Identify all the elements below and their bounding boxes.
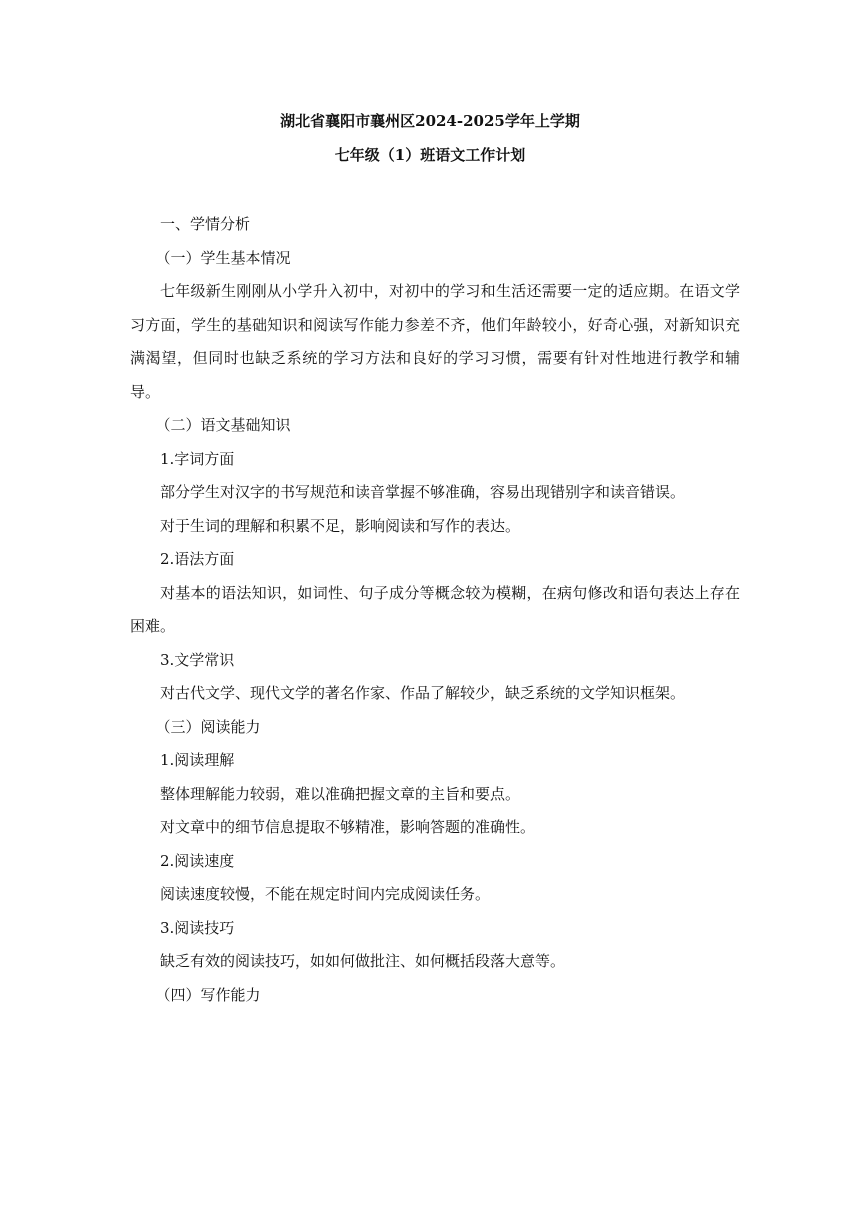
item-heading: 1.字词方面: [160, 449, 235, 468]
document-title: 湖北省襄阳市襄州区2024-2025学年上学期: [280, 112, 580, 130]
paragraph: 对于生词的理解和积累不足，影响阅读和写作的表达。: [160, 516, 521, 535]
paragraph: 缺乏有效的阅读技巧，如如何做批注、如何概括段落大意等。: [160, 952, 566, 970]
paragraph: 七年级新生刚刚从小学升入初中，对初中的学习和生活还需要一定的适应期。在语文学习方面，学生的基础知识和阅读写作能力参差不齐，他们年龄较小，好奇心强，对新知识充满渴望，但同时也缺乏系统的学习方法和良好的学习习惯，需要有针对性地进行教学和辅导。: [130, 282, 740, 401]
subsection-heading: （二）语文基础知识: [155, 416, 291, 434]
document-subtitle: 七年级（1）班语文工作计划: [334, 146, 526, 164]
paragraph: 对基本的语法知识，如词性、句子成分等概念较为模糊，在病句修改和语句表达上存在困难。: [130, 583, 740, 635]
item-heading: 2.语法方面: [160, 550, 235, 568]
document-body: [130, 208, 740, 1012]
section-heading: 一、学情分析: [160, 215, 251, 233]
subsection-heading: （三）阅读能力: [155, 717, 261, 736]
subsection-heading: （一）学生基本情况: [155, 248, 291, 267]
paragraph: 对古代文学、现代文学的著名作家、作品了解较少，缺乏系统的文学知识框架。: [160, 684, 686, 702]
subsection-heading: （四）写作能力: [155, 985, 261, 1004]
paragraph: 对文章中的细节信息提取不够精准，影响答题的准确性。: [160, 818, 536, 836]
item-heading: 1.阅读理解: [160, 751, 235, 769]
paragraph: 部分学生对汉字的书写规范和读音掌握不够准确，容易出现错别字和读音错误。: [160, 483, 686, 501]
item-heading: 2.阅读速度: [160, 851, 235, 870]
item-heading: 3.文学常识: [160, 650, 235, 669]
paragraph: 整体理解能力较弱，难以准确把握文章的主旨和要点。: [160, 784, 521, 803]
paragraph: 阅读速度较慢，不能在规定时间内完成阅读任务。: [160, 885, 491, 903]
item-heading: 3.阅读技巧: [160, 918, 235, 937]
